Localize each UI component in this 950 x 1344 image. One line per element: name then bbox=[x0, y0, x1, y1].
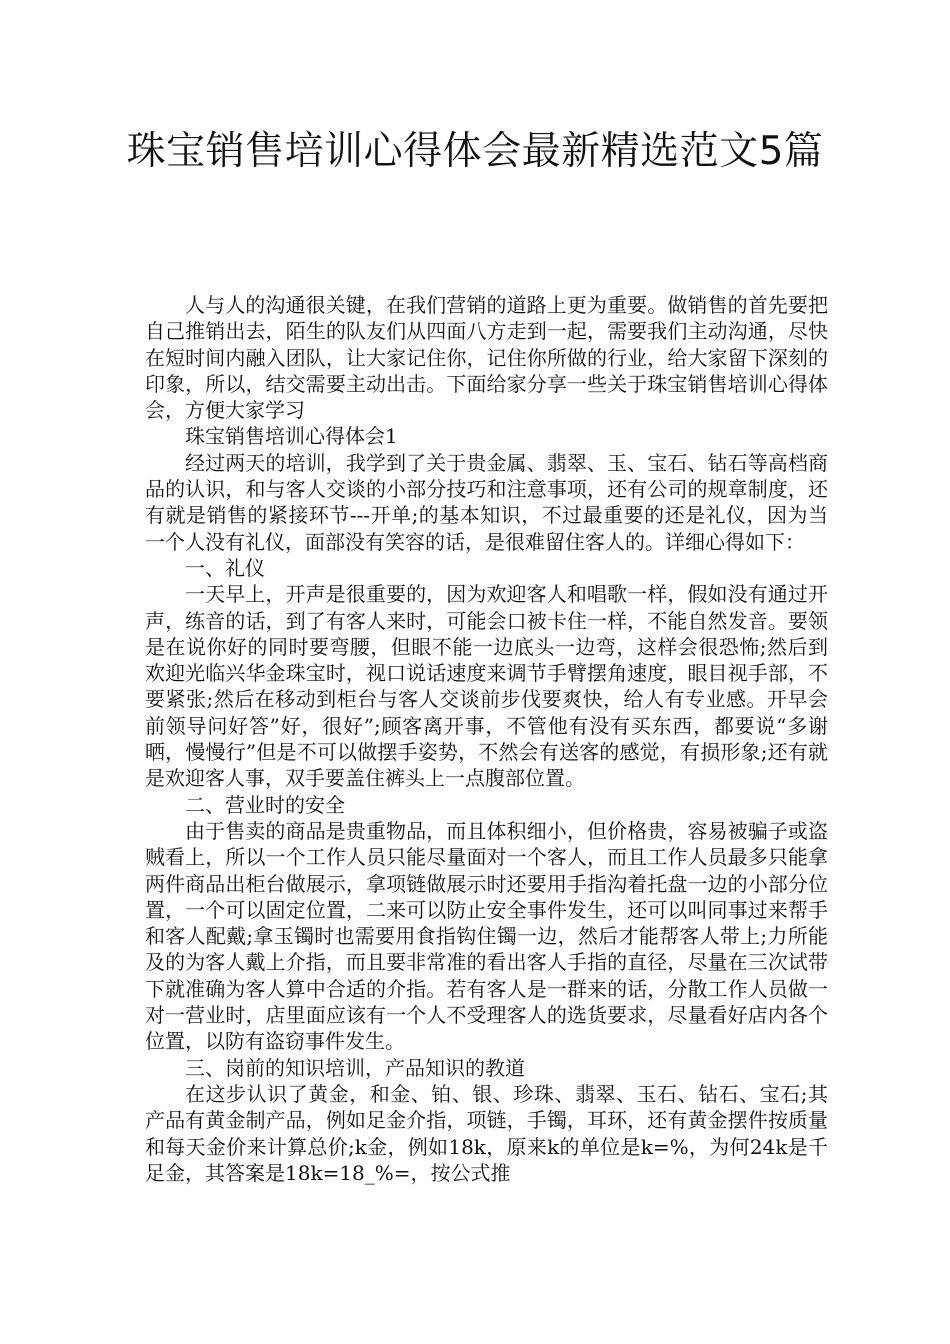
body-paragraph: 经过两天的培训，我学到了关于贵金属、翡翠、玉、宝石、钻石等高档商品的认识，和与客人交谈的小部分技巧和注意事项，还有公司的规章制度，还有就是销售的紧接环节---开单;的基本知识，不过最重要的还是礼仪，因为当一个人没有礼仪，面部没有笑容的话，是很难留住客人的。详细心得如下： bbox=[145, 450, 828, 554]
section-heading: 三、岗前的知识培训，产品知识的教道 bbox=[185, 1055, 525, 1080]
document-body bbox=[145, 292, 828, 1186]
body-paragraph: 在这步认识了黄金，和金、铂、银、珍珠、翡翠、玉石、钻石、宝石;其产品有黄金制产品，例如足金介指，项链，手镯，耳环，还有黄金摆件按质量和每天金价来计算总价;k金，例如18k，原来k的单位是k=%，为何24k是千足金，其答案是18k=18_%=，按公式推 bbox=[145, 1081, 828, 1185]
section-heading: 一、礼仪 bbox=[185, 555, 265, 580]
body-paragraph: 一天早上，开声是很重要的，因为欢迎客人和唱歌一样，假如没有通过开声，练音的话，到了有客人来时，可能会口被卡住一样，不能自然发音。要领是在说你好的同时要弯腰，但眼不能一边底头一边弯，这样会很恐怖;然后到欢迎光临兴华金珠宝时，视口说话速度来调节手臂摆角速度，眼目视手部，不要紧张;然后在移动到柜台与客人交谈前步伐要爽快，给人有专业感。开早会前领导问好答”好，很好”;顾客离开事，不管他有没有买东西，都要说“多谢晒，慢慢行”但是不可以做摆手姿势，不然会有送客的感觉，有损形象;还有就是欢迎客人事，双手要盖住裤头上一点腹部位置。 bbox=[145, 582, 828, 791]
document-title: 珠宝销售培训心得体会最新精选范文5篇 bbox=[126, 129, 824, 174]
section-heading: 二、营业时的安全 bbox=[185, 792, 345, 817]
body-paragraph: 由于售卖的商品是贵重物品，而且体积细小，但价格贵，容易被骗子或盗贼看上，所以一个工作人员只能尽量面对一个客人，而且工作人员最多只能拿两件商品出柜台做展示，拿项链做展示时还要用手指沟着托盘一边的小部分位置，一个可以固定位置，二来可以防止安全事件发生，还可以叫同事过来帮手和客人配戴;拿玉镯时也需要用食指钩住镯一边，然后才能帮客人带上;力所能及的为客人戴上介指，而且要非常准的看出客人手指的直径，尽量在三次试带下就准确为客人算中合适的介指。若有客人是一群来的话，分散工作人员做一对一营业时，店里面应该有一个人不受理客人的选货要求，尽量看好店内各个位置，以防有盗窃事件发生。 bbox=[145, 818, 828, 1054]
section-heading: 珠宝销售培训心得体会1 bbox=[185, 424, 398, 449]
intro-paragraph: 人与人的沟通很关键，在我们营销的道路上更为重要。做销售的首先要把自己推销出去，陌生的队友们从四面八方走到一起，需要我们主动沟通，尽快在短时间内融入团队，让大家记住你，记住你所做的行业，给大家留下深刻的印象，所以，结交需要主动出击。下面给家分享一些关于珠宝销售培训心得体会，方便大家学习 bbox=[145, 293, 828, 423]
